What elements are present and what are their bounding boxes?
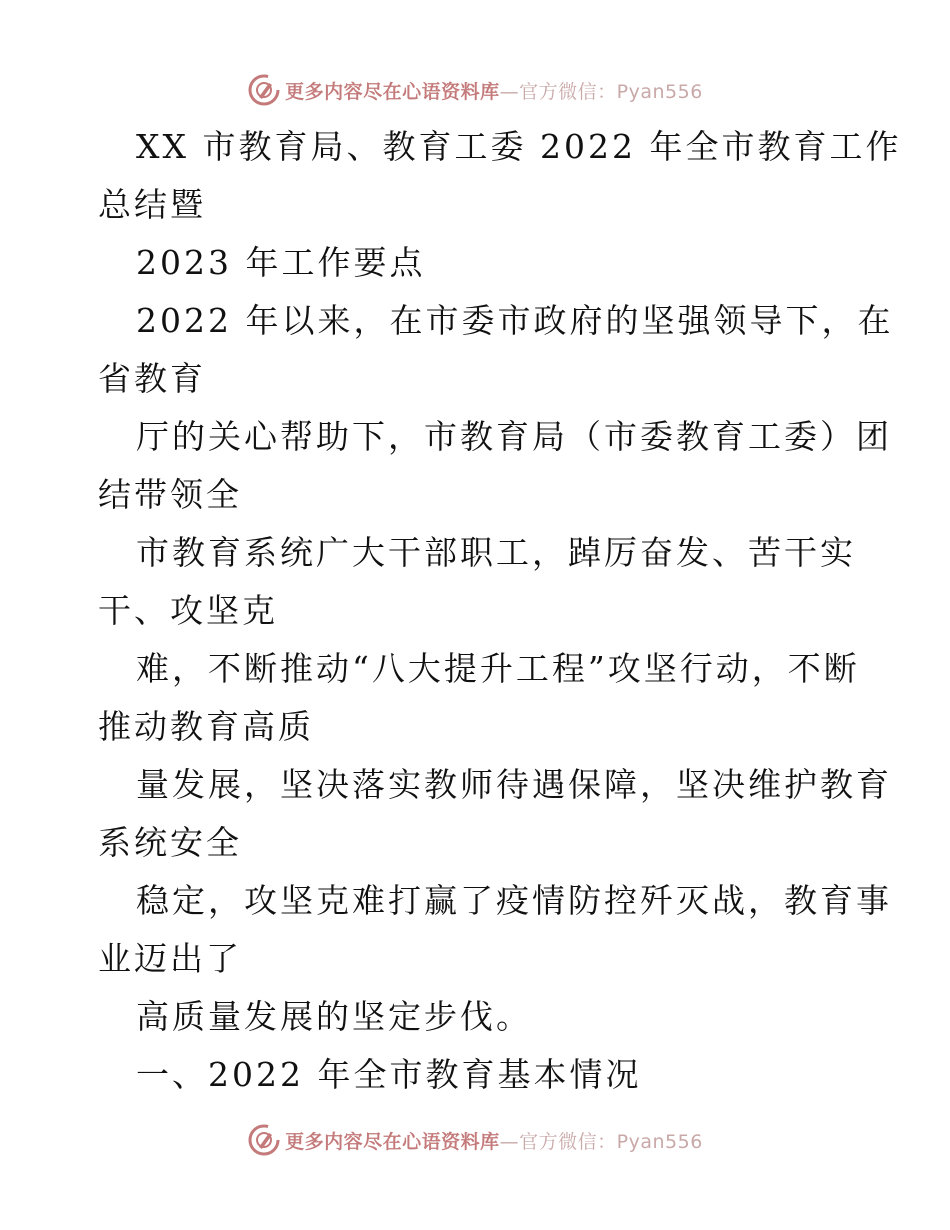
text-line: 难，不断推动“八大提升工程”攻坚行动，不断 [136, 649, 860, 688]
text-line: 高质量发展的坚定步伐。 [136, 997, 532, 1036]
document-body [98, 118, 902, 1104]
text-line: 干、攻坚克 [98, 591, 278, 630]
text-line: 推动教育高质 [98, 707, 314, 746]
text-line: 省教育 [98, 359, 206, 398]
watermark-separator: — [499, 80, 520, 103]
watermark-separator: — [499, 1130, 520, 1153]
brand-logo-icon [247, 73, 281, 107]
text-line: XX 市教育局、教育工委 2022 年全市教育工作 [136, 127, 902, 166]
text-line: 市教育系统广大干部职工，踔厉奋发、苦干实 [136, 533, 856, 572]
text-line: 2022 年以来，在市委市政府的坚强领导下，在 [136, 301, 894, 340]
brand-logo-icon [247, 1123, 281, 1157]
header-watermark [0, 70, 950, 110]
text-line: 厅的关心帮助下，市教育局（市委教育工委）团 [136, 417, 892, 456]
watermark-wechat-text: 官方微信：Pyan556 [519, 80, 703, 103]
watermark-main-text: 更多内容尽在心语资料库 [285, 1130, 500, 1153]
watermark-wechat-text: 官方微信：Pyan556 [519, 1130, 703, 1153]
footer-watermark [0, 1120, 950, 1160]
text-line: 2023 年工作要点 [136, 243, 426, 282]
section-heading: 一、2022 年全市教育基本情况 [136, 1055, 642, 1094]
text-line: 系统安全 [98, 823, 242, 862]
watermark-main-text: 更多内容尽在心语资料库 [285, 80, 500, 103]
text-line: 总结暨 [98, 185, 206, 224]
text-line: 结带领全 [98, 475, 242, 514]
text-line: 业迈出了 [98, 939, 242, 978]
text-line: 稳定，攻坚克难打赢了疫情防控歼灭战，教育事 [136, 881, 892, 920]
text-line: 量发展，坚决落实教师待遇保障，坚决维护教育 [136, 765, 892, 804]
